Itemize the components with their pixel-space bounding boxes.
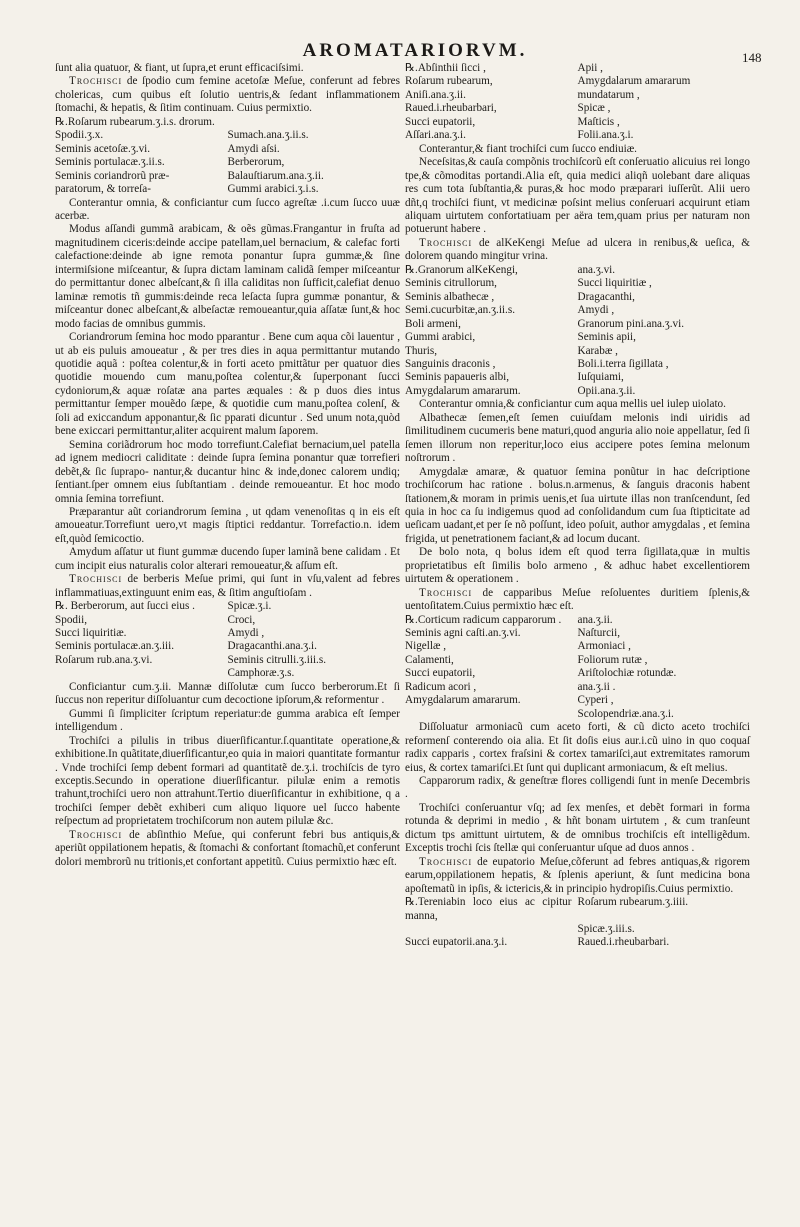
paragraph: Præparantur aũt coriandrorum ſemina , ut qdam venenoſitas q in eis eſt amoueatur.Torrefiunt uero,vt magis ſtiptici reddantur. Torrefactio.n. idem eſt,quòd ſemicoctio. bbox=[55, 505, 400, 545]
ingredient: Seminis papaueris albi, bbox=[405, 371, 510, 384]
paragraph: Trochiſci a pilulis in tribus diuerſificantur.ſ.quantitate operatione,& exhibitione.In quãtitate,diuerſificantur,eo quia in maiori quantitate formantur . Vnde trochiſci ſemp debent formari ad quantitatẽ de.ʒ.i. trochiſcis de tyro exceptis.Secundo in operatione diuerſificantur. pilulæ enim a remotis trahunt,trochiſci uero non attrahunt.Tertio diuerſificantur in exhibitione, q a trochiſci ſemper debẽt exhiberi cum aliquo liquore uel ſucco habente reſpectum ad proprietatem trochiſcorum non autem pilulæ &c. bbox=[55, 734, 400, 828]
ingredient: ℞.Granorum alKeKengi, bbox=[405, 263, 518, 276]
recipe-row bbox=[405, 896, 750, 923]
recipe-row bbox=[405, 89, 750, 102]
ingredient: Folii.ana.ʒ.i. bbox=[577, 129, 634, 142]
ingredient bbox=[405, 708, 578, 721]
recipe-row bbox=[405, 291, 750, 304]
page-number: 148 bbox=[742, 50, 762, 65]
ingredient: Seminis coriandrorũ præ- bbox=[55, 169, 170, 182]
paragraph: Semina coriãdrorum hoc modo torrefiunt.Calefiat bernacium,uel patella ad ignem mediocri caliditate : deinde ſupra ſemina ponantur quæ torrefieri debẽt,& ſic ſuprapo- nantur,& ducantur hinc & inde,donec calorem undiq; ſentiant.ſper omnem eius ſubſtantiam . deinde remoueantur. Et hoc modo omnia ſemina torrefiunt. bbox=[55, 438, 400, 505]
ingredient: Amygdalarum amararum. bbox=[405, 694, 521, 707]
recipe-row bbox=[405, 694, 750, 707]
ingredient: Granorum pini.ana.ʒ.vi. bbox=[577, 317, 685, 330]
ingredient: Amygdalarum amararum. bbox=[405, 384, 521, 397]
lead-word: Trochisci bbox=[419, 586, 473, 599]
recipe-row bbox=[405, 385, 750, 398]
paragraph-text: de abſinthio Meſue, qui conferunt febri bus antiquis,& aperiũt oppilationem hepatis, & ſtomachi & confortant ſtomachũ,et conferunt dolori membrorũ nu tritionis,et confortant appetitũ. Cuius permixtio hæc eſt. bbox=[55, 828, 400, 868]
ingredient: Seminis citrullorum, bbox=[405, 277, 497, 290]
ingredient: Seminis portulacæ.an.ʒ.iii. bbox=[55, 640, 175, 653]
ingredient bbox=[405, 923, 578, 936]
recipe-row bbox=[55, 600, 400, 613]
paragraph: Conterantur omnia, & conficiantur cum ſucco agreſtæ .i.cum ſucco uuæ acerbæ. bbox=[55, 196, 400, 222]
paragraph: Amydum aſſatur ut fiunt gummæ ducendo ſuper laminã bene calidam . Et cum incipit eius naturalis color alterari remoueatur,& aſſum eſt. bbox=[55, 546, 400, 572]
recipe-row bbox=[405, 936, 750, 949]
paragraph: Conterantur omnia,& conficiantur cum aqua mellis uel iulep uiolato. bbox=[419, 398, 726, 411]
recipe-row bbox=[405, 62, 750, 75]
recipe-row bbox=[405, 318, 750, 331]
ingredient: Seminis albathecæ , bbox=[405, 290, 495, 303]
recipe-row bbox=[405, 371, 750, 384]
ingredient: ℞. Berberorum, aut ſucci eius . bbox=[55, 600, 195, 613]
recipe-row bbox=[405, 116, 750, 129]
ingredient: ana.ʒ.vi. bbox=[577, 263, 616, 276]
recipe-row bbox=[405, 654, 750, 667]
ingredient: Maſticis , bbox=[577, 115, 620, 128]
ingredient: Semi.cucurbitæ,an.ʒ.ii.s. bbox=[405, 304, 515, 317]
recipe-row bbox=[405, 358, 750, 371]
paragraph: Amygdalæ amaræ, & quatuor ſemina ponũtur in hac deſcriptione trochiſcorum hac ratione . bolus.n.armenus, & ſanguis draconis habent ſtationem,& moram in primis uenis,et ſua uirtute illas non tranſcendunt, ſed quia in hoc ca ſu indigemus quod ad conſolidandum cum ſua ſtipticitate ad ueſicam uadant,et per ſe nõ poſſunt, ideo poſuit, author amygdalas , et ſemina frigida, ut penetrationem faciant,& ad locum ducant. bbox=[405, 465, 750, 545]
ingredient: ana.ʒ.ii . bbox=[577, 680, 616, 693]
recipe-row bbox=[55, 143, 400, 156]
recipe-intro: ℞.Roſarum rubearum.ʒ.i.s. drorum. bbox=[55, 115, 215, 128]
paragraph: De bolo nota, q bolus idem eſt quod terra ſigillata,quæ in multis proprietatibus eſt ſimilis bolo armeno , & adhuc habet excellentiorem uirtutem & operationem . bbox=[405, 546, 750, 586]
recipe-table bbox=[55, 600, 400, 681]
ingredient: Boli.i.terra ſigillata , bbox=[577, 357, 669, 370]
ingredient: Amygdalarum amararum bbox=[577, 75, 691, 88]
ingredient: Amydi aſsi. bbox=[227, 142, 280, 155]
ingredient: Cyperi , bbox=[577, 694, 614, 707]
ingredient: Scolopendriæ.ana.ʒ.i. bbox=[577, 707, 674, 720]
ingredient: mundatarum , bbox=[577, 88, 640, 101]
recipe-row bbox=[55, 183, 400, 196]
left-column bbox=[55, 62, 400, 869]
ingredient: Calamenti, bbox=[405, 653, 454, 666]
ingredient: Opii.ana.ʒ.ii. bbox=[577, 384, 636, 397]
ingredient: Roſarum rub.ana.ʒ.vi. bbox=[55, 653, 153, 666]
recipe-row bbox=[405, 614, 750, 627]
recipe-row bbox=[405, 102, 750, 115]
ingredient: Berberorum, bbox=[227, 156, 285, 169]
ingredient: Ariſtolochiæ rotundæ. bbox=[577, 667, 677, 680]
ingredient: Aniſi.ana.ʒ.ii. bbox=[405, 88, 466, 101]
lead-word: Trochisci bbox=[419, 236, 473, 249]
ingredient: Seminis citrulli.ʒ.iii.s. bbox=[227, 653, 327, 666]
paragraph: Neceſsitas,& cauſa compõnis trochiſcorũ eſt conſeruatio alicuius rei longo tpe,& cõmoditas portandi.Alia eſt, quia medici aliqñ uolebant dare aliquas res cum tota ſubſtantia,& puras,& hoc modo præparari iuſſerũt. Alii uero dñt,q trochiſci fiunt, vt medicinæ poſsint melius conſeruari acquirunt etiam aliquam uirtutem confortatiuam per aëra tem,quam prius per naturam non potuerunt habere . bbox=[405, 156, 750, 236]
lead-word: Trochisci bbox=[69, 828, 123, 841]
recipe-row bbox=[55, 170, 400, 183]
recipe-row bbox=[405, 304, 750, 317]
ingredient: Succi liquiritiæ , bbox=[577, 277, 652, 290]
lead-word: Trochisci bbox=[69, 75, 123, 88]
recipe-row bbox=[405, 277, 750, 290]
ingredient: Dragacanthi, bbox=[577, 290, 635, 303]
recipe-row bbox=[405, 667, 750, 680]
ingredient: Amydi , bbox=[577, 304, 615, 317]
recipe-table bbox=[405, 62, 750, 143]
running-head: AROMATARIORVM. bbox=[302, 40, 528, 61]
recipe-row bbox=[405, 640, 750, 653]
recipe-row bbox=[55, 614, 400, 627]
paragraph: Trochiſci conſeruantur vſq; ad ſex menſes, et debẽt formari in forma rotunda & deprimi in medio , & hñt bonam uirtutem , & cum tranſeunt dictum tps amittunt uirtutem, & de omnibus trochiſcis eſt intelligẽdum. Exceptis trochi ſcis ſtellæ qui conſeruantur uſque ad duos annos . bbox=[405, 801, 750, 855]
recipe-row bbox=[405, 264, 750, 277]
ingredient: Foliorum rutæ , bbox=[577, 653, 648, 666]
ingredient: Seminis agni caſti.an.ʒ.vi. bbox=[405, 627, 521, 640]
ingredient: Amydi , bbox=[227, 627, 265, 640]
recipe-row bbox=[55, 667, 400, 680]
paragraph: Capparorum radix, & geneſtræ flores colligendi ſunt in menſe Decembris . bbox=[405, 775, 750, 801]
ingredient: Thuris, bbox=[405, 344, 438, 357]
ingredient: Spodii, bbox=[55, 613, 88, 626]
lead-word: Trochisci bbox=[69, 573, 123, 586]
ingredient: Roſarum rubearum.ʒ.iiii. bbox=[577, 896, 689, 909]
recipe-row bbox=[405, 129, 750, 142]
paragraph-text: de ſpodio cum femine acetoſæ Meſue, conferunt ad febres cholericas, cum quibus eſt ſolutio uentris,& ſedant inflammationem ſtomachi, & hepatis, & ſitim continuam. Cuius permixtio. bbox=[55, 75, 400, 115]
recipe-row bbox=[405, 627, 750, 640]
ingredient: Sanguinis draconis , bbox=[405, 357, 496, 370]
recipe-row bbox=[55, 640, 400, 653]
recipe-table bbox=[405, 614, 750, 722]
recipe-row bbox=[405, 331, 750, 344]
recipe-row bbox=[405, 345, 750, 358]
recipe-row bbox=[405, 75, 750, 88]
ingredient: Spodii.ʒ.x. bbox=[55, 129, 104, 142]
paragraph-text: de eupatorio Meſue,cõferunt ad febres antiquas,& rigorem earum,oppilationem hepatis, & ſplenis aperiunt, & ſunt medicina bona apoſtematũ in ipſis, & ictericis,& in principio hydropiſis.Cuius permixtio. bbox=[405, 855, 751, 895]
paragraph: ſunt alia quatuor, & fiant, ut ſupra,et erunt efficaciſsimi. bbox=[55, 62, 304, 74]
ingredient: Seminis apii, bbox=[577, 331, 636, 344]
recipe-row bbox=[55, 627, 400, 640]
paragraph: Diſſoluatur armoniacũ cum aceto forti, & cũ dicto aceto trochiſci reformenſ conterendo oia alia. Et ſit doſis eius aur.i.cũ uino in quo coquaſ radix capparis , cortex fraſsini & cortex tamariſci,aut extremitates ramorum eius, & cortex tamariſci.Et ſunt qui duplicant armoniacum, & eſt melius. bbox=[405, 721, 750, 774]
paragraph-text: de berberis Meſue primi, qui ſunt in vſu,valent ad febres inflammatiuas,extinguunt enim eas, & ſitim anguſtioſam . bbox=[55, 573, 400, 599]
recipe-row bbox=[405, 681, 750, 694]
recipe-row bbox=[55, 129, 400, 142]
ingredient: Succi eupatorii.ana.ʒ.i. bbox=[405, 936, 508, 949]
recipe-table bbox=[405, 264, 750, 399]
recipe-row bbox=[405, 923, 750, 936]
ingredient: Succi liquiritiæ. bbox=[55, 627, 127, 640]
paragraph bbox=[405, 237, 750, 264]
ingredient: Karabæ , bbox=[577, 344, 618, 357]
ingredient: Apii , bbox=[577, 62, 603, 74]
paragraph: Modus aſſandi gummã arabicam, & oẽs gũmas.Frangantur in fruſta ad magnitudinem ciceris:deinde accipe patellam,uel bernacium, & calefac forti calefactione:deinde ab igne remota ponantur ſupra gummæ,& ſine intermiſsione miſceantur, & ſupra dictam laminam calidã ſemper miſceantur do permittantur donec albeſcant,& ſi illa caliditas non ſufficit,calefiat denuo laminæ remotis tñ gummis:deinde reca leſacta ſupra gummæ ponantur, & miſceantur donec albeſcant,& albeſactæ remoueantur,quia aſſatæ ſunt,& hoc modo facias de omnibus gummis. bbox=[55, 223, 400, 330]
ingredient: Spicæ.ʒ.iii.s. bbox=[577, 923, 635, 935]
paragraph: Coriandrorum ſemina hoc modo pparantur . Bene cum aqua cõi lauentur , ut ab eis puluis amoueatur , & per tres dies in aqua permittantur mutando quotidie aquã : poſtea colentur,& in forti aceto pmittãtur per quatuor dies quotidie mouendo cum manu,poſtea colentur,& ſuperponant ſucci cydoniorum,& aquæ roſatæ ana partes æquales : & p duos dies intus permittantur ſemper mouẽdo ſæpe, & quotidie cum manu,poſtea colenſ, & ſoli ad exiccandum apponantur,& ſic pparati dicuntur . Sed unum nota,quòd bene exiccari permittantur,aliter acquirent malum ſaporem. bbox=[55, 331, 400, 438]
paragraph bbox=[55, 573, 400, 600]
ingredient: Spicæ.ʒ.i. bbox=[227, 600, 272, 613]
ingredient: Boli armeni, bbox=[405, 317, 461, 330]
ingredient bbox=[55, 667, 228, 680]
paragraph-text: de capparibus Meſue reſoluentes duritiem ſplenis,& uentoſitatem.Cuius permixtio hæc eſt. bbox=[405, 586, 751, 613]
ingredient: Raued.i.rheubarbari. bbox=[577, 936, 670, 949]
recipe-row bbox=[55, 654, 400, 667]
ingredient: Roſarum rubearum, bbox=[405, 75, 493, 88]
paragraph bbox=[55, 75, 400, 115]
ingredient: Gummi arabici.ʒ.i.s. bbox=[227, 183, 319, 196]
ingredient: Spicæ , bbox=[577, 102, 611, 115]
right-column bbox=[405, 62, 750, 950]
ingredient: Radicum acori , bbox=[405, 680, 477, 693]
ingredient: Iuſquiami, bbox=[577, 371, 624, 384]
ingredient: Balauſtiarum.ana.ʒ.ii. bbox=[227, 169, 324, 182]
recipe-row bbox=[55, 156, 400, 169]
ingredient: Seminis portulacæ.ʒ.ii.s. bbox=[55, 156, 165, 169]
paragraph: Albathecæ ſemen,eſt ſemen cuiuſdam melonis indi uiridis ad ſimilitudinem cucumeris bene maturi,quod anguria alio noie appellatur, ſed ſi ſemen illorum non reperitur,loco eius accipere potes ſemina melonum noſtrorum . bbox=[405, 411, 750, 465]
ingredient: Sumach.ana.ʒ.ii.s. bbox=[227, 129, 309, 142]
ingredient: Aſſari.ana.ʒ.i. bbox=[405, 129, 466, 142]
ingredient: ℞.Tereniabin loco eius ac cipitur manna, bbox=[405, 896, 572, 922]
ingredient: Armoniaci , bbox=[577, 640, 631, 653]
ingredient: Gummi arabici, bbox=[405, 331, 476, 344]
paragraph bbox=[55, 829, 400, 869]
ingredient: Succi eupatorii, bbox=[405, 115, 476, 128]
paragraph: Conficiantur cum.ʒ.ii. Mannæ diſſolutæ cum ſucco berberorum.Et ſi ſuccus non reperitur diſſoluantur cum decoctione ipſorum,& reformentur . bbox=[55, 680, 400, 707]
paragraph bbox=[405, 856, 750, 896]
recipe-row bbox=[405, 708, 750, 721]
ingredient: Nigellæ , bbox=[405, 640, 447, 653]
ingredient: Raued.i.rheubarbari, bbox=[405, 102, 497, 115]
ingredient: paratorum, & torreſa- bbox=[55, 183, 151, 196]
ingredient: Succi eupatorii, bbox=[405, 667, 476, 680]
ingredient: ℞.Corticum radicum capparorum . bbox=[405, 613, 562, 626]
lead-word: Trochisci bbox=[419, 855, 473, 868]
paragraph: Gummi ſi ſimpliciter ſcriptum reperiatur:de gumma arabica eſt ſemper intelligendum . bbox=[55, 707, 400, 734]
paragraph bbox=[405, 587, 750, 614]
ingredient: Camphoræ.ʒ.s. bbox=[227, 667, 295, 680]
paragraph: Conterantur,& fiant trochiſci cum ſucco endiuiæ. bbox=[419, 142, 637, 155]
ingredient: Dragacanthi.ana.ʒ.i. bbox=[227, 640, 317, 653]
recipe-table bbox=[405, 896, 750, 950]
recipe-table bbox=[55, 129, 400, 196]
ingredient: Croci, bbox=[227, 613, 256, 626]
ingredient: Naſturcii, bbox=[577, 627, 621, 640]
ingredient: ana.ʒ.ii. bbox=[577, 613, 613, 626]
ingredient: Seminis acetoſæ.ʒ.vi. bbox=[55, 142, 151, 155]
ingredient: ℞.Abſinthii ſicci , bbox=[405, 62, 486, 74]
paragraph-text: de alKeKengi Meſue ad ulcera in renibus,& ueſica, & dolorem quando mingitur vrina. bbox=[405, 236, 751, 263]
